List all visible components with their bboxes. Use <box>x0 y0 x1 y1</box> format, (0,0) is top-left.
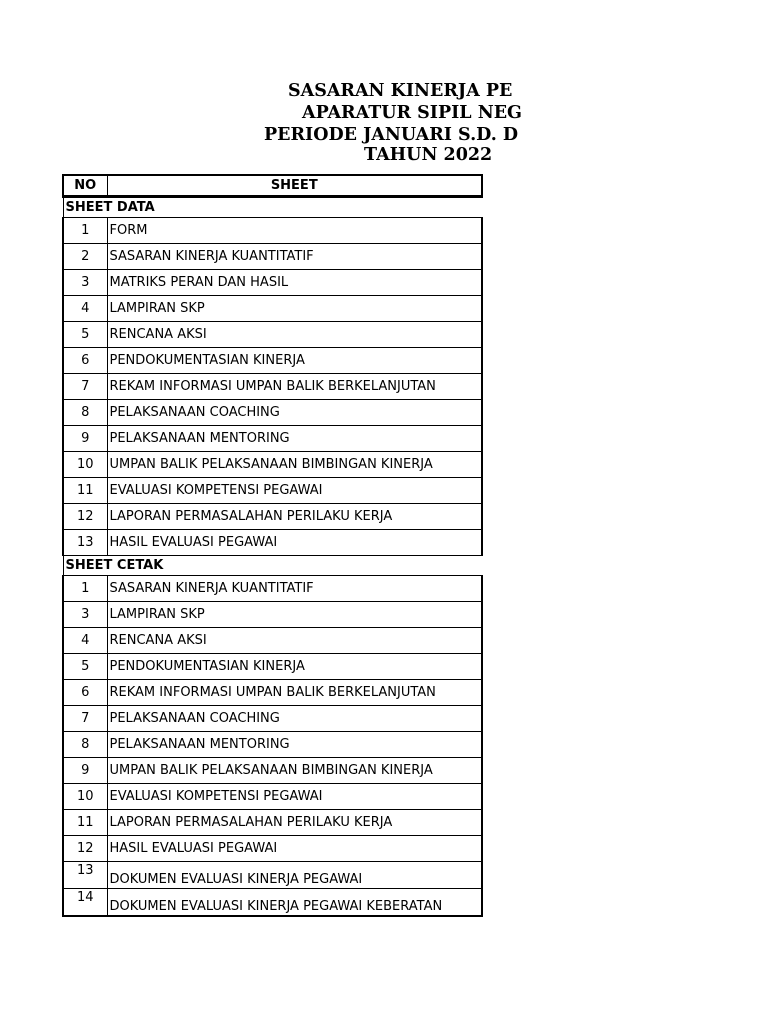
table-row <box>63 244 482 270</box>
sheet-name: PELAKSANAAN COACHING <box>107 400 482 426</box>
sheet-index-table <box>62 174 483 917</box>
row-number: 3 <box>63 602 107 628</box>
table-row <box>63 374 482 400</box>
row-number: 5 <box>63 654 107 680</box>
table-row <box>63 426 482 452</box>
table-row <box>63 478 482 504</box>
row-number: 13 <box>63 862 107 889</box>
sheet-name: LAMPIRAN SKP <box>107 602 482 628</box>
table-row <box>63 452 482 478</box>
title-line-4: TAHUN 2022 <box>364 145 493 165</box>
table-row <box>63 810 482 836</box>
row-number: 13 <box>63 530 107 556</box>
sheet-name: LAPORAN PERMASALAHAN PERILAKU KERJA <box>107 810 482 836</box>
sheet-name: REKAM INFORMASI UMPAN BALIK BERKELANJUTAN <box>107 680 482 706</box>
header-no: NO <box>63 175 107 197</box>
title-line-3: PERIODE JANUARI S.D. D <box>264 125 519 145</box>
row-number: 1 <box>63 218 107 244</box>
sheet-name: PELAKSANAAN COACHING <box>107 706 482 732</box>
sheet-name: HASIL EVALUASI PEGAWAI <box>107 836 482 862</box>
section-row <box>63 197 482 218</box>
row-number: 6 <box>63 348 107 374</box>
row-number: 12 <box>63 504 107 530</box>
sheet-name: HASIL EVALUASI PEGAWAI <box>107 530 482 556</box>
sheet-name: DOKUMEN EVALUASI KINERJA PEGAWAI <box>107 862 482 889</box>
row-number: 2 <box>63 244 107 270</box>
table-row <box>63 889 482 917</box>
row-number: 9 <box>63 426 107 452</box>
row-number: 10 <box>63 452 107 478</box>
table-row <box>63 218 482 244</box>
title-line-1: SASARAN KINERJA PE <box>288 81 513 101</box>
table-row <box>63 400 482 426</box>
table-header-row <box>63 175 482 197</box>
sheet-name: SASARAN KINERJA KUANTITATIF <box>107 244 482 270</box>
sheet-name: LAMPIRAN SKP <box>107 296 482 322</box>
table-row <box>63 758 482 784</box>
sheet-name: PELAKSANAAN MENTORING <box>107 426 482 452</box>
row-number: 6 <box>63 680 107 706</box>
sheet-name: EVALUASI KOMPETENSI PEGAWAI <box>107 784 482 810</box>
row-number: 7 <box>63 706 107 732</box>
row-number: 4 <box>63 628 107 654</box>
row-number: 5 <box>63 322 107 348</box>
row-number: 3 <box>63 270 107 296</box>
table-row <box>63 862 482 889</box>
sheet-name: UMPAN BALIK PELAKSANAAN BIMBINGAN KINERJA <box>107 452 482 478</box>
title-line-2: APARATUR SIPIL NEG <box>302 103 522 123</box>
table-row <box>63 504 482 530</box>
table-row <box>63 836 482 862</box>
row-number: 14 <box>63 889 107 917</box>
sheet-name: RENCANA AKSI <box>107 628 482 654</box>
table-row <box>63 732 482 758</box>
sheet-name: UMPAN BALIK PELAKSANAAN BIMBINGAN KINERJA <box>107 758 482 784</box>
sheet-name: SASARAN KINERJA KUANTITATIF <box>107 576 482 602</box>
sheet-name: PELAKSANAAN MENTORING <box>107 732 482 758</box>
table-row <box>63 680 482 706</box>
table-row <box>63 296 482 322</box>
table-row <box>63 784 482 810</box>
row-number: 11 <box>63 810 107 836</box>
table-row <box>63 654 482 680</box>
row-number: 8 <box>63 400 107 426</box>
table-row <box>63 602 482 628</box>
sheet-name: FORM <box>107 218 482 244</box>
sheet-name: REKAM INFORMASI UMPAN BALIK BERKELANJUTAN <box>107 374 482 400</box>
row-number: 7 <box>63 374 107 400</box>
sheet-name: EVALUASI KOMPETENSI PEGAWAI <box>107 478 482 504</box>
sheet-name: MATRIKS PERAN DAN HASIL <box>107 270 482 296</box>
table-row <box>63 706 482 732</box>
section-row <box>63 556 482 576</box>
row-number: 9 <box>63 758 107 784</box>
table-row <box>63 628 482 654</box>
row-number: 12 <box>63 836 107 862</box>
sheet-name: RENCANA AKSI <box>107 322 482 348</box>
row-number: 11 <box>63 478 107 504</box>
sheet-name: PENDOKUMENTASIAN KINERJA <box>107 348 482 374</box>
sheet-name: LAPORAN PERMASALAHAN PERILAKU KERJA <box>107 504 482 530</box>
table-row <box>63 576 482 602</box>
row-number: 8 <box>63 732 107 758</box>
row-number: 1 <box>63 576 107 602</box>
header-sheet: SHEET <box>107 175 482 197</box>
table-row <box>63 270 482 296</box>
table-row <box>63 322 482 348</box>
section-label: SHEET DATA <box>63 197 482 218</box>
sheet-name: PENDOKUMENTASIAN KINERJA <box>107 654 482 680</box>
section-label: SHEET CETAK <box>63 556 482 576</box>
sheet-name: DOKUMEN EVALUASI KINERJA PEGAWAI KEBERATAN <box>107 889 482 917</box>
row-number: 4 <box>63 296 107 322</box>
row-number: 10 <box>63 784 107 810</box>
table-row <box>63 530 482 556</box>
table-row <box>63 348 482 374</box>
